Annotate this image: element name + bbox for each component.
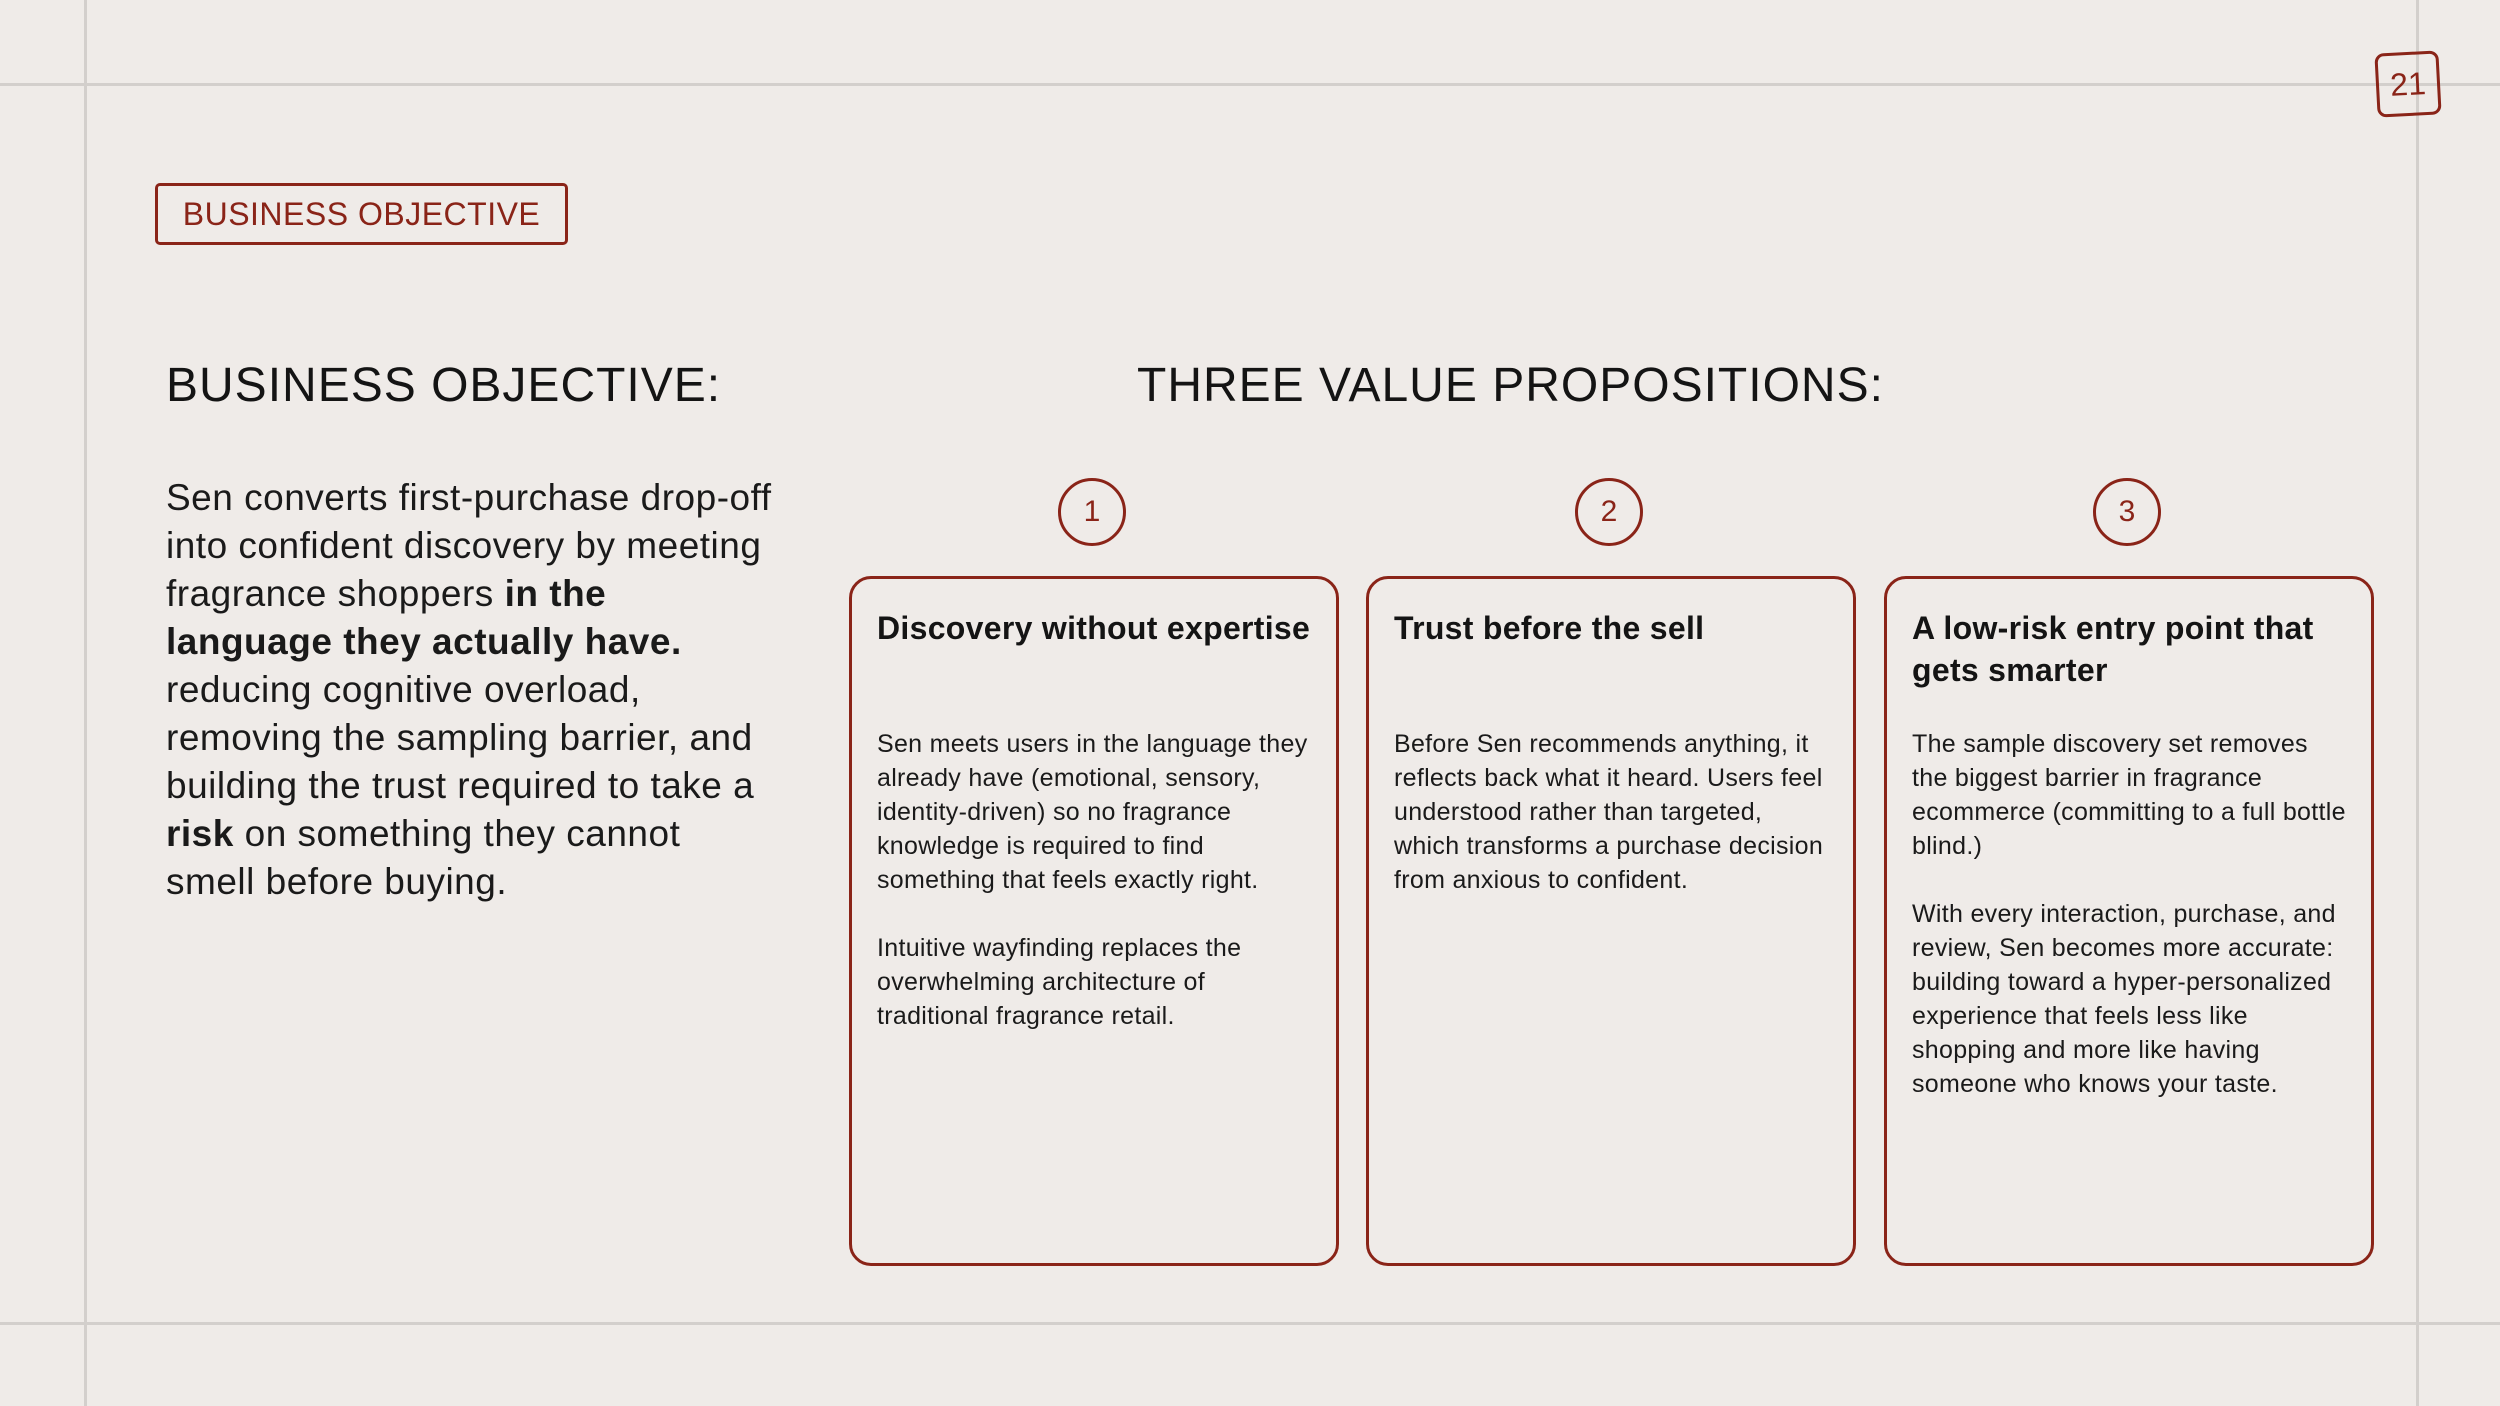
value-card-2 [1366,576,1856,1266]
guide-line-horizontal-bottom [0,1322,2500,1325]
objective-emphasis: in the language they actually have. [166,573,682,662]
guide-line-vertical-right [2416,0,2419,1406]
value-card-3 [1884,576,2374,1266]
objective-emphasis: risk [166,813,234,854]
value-card-title: Trust before the sell [1394,610,1705,646]
propositions-heading: THREE VALUE PROPOSITIONS: [1137,359,1884,412]
value-card-title: Discovery without expertise [877,610,1311,646]
section-tag: BUSINESS OBJECTIVE [155,183,568,245]
objective-text: reducing cognitive overload, removing the sampling barrier, and building the trust required to take a [166,669,755,806]
value-card-text: Before Sen recommends anything, it reflects back what it heard. Users feel understood rather than targeted, which transforms a purchase decision from anxious to confident. [1394,730,1824,894]
value-card-text: The sample discovery set removes the biggest barrier in fragrance ecommerce (committing to a full bottle blind.) With every interaction, purchase, and review, Sen becomes more accurate: building toward a hyper-personalized experience that feels less like shopping and more like having someone who knows your taste. [1912,730,2346,1098]
page-number: 21 [2374,50,2441,117]
objective-heading: BUSINESS OBJECTIVE: [166,359,722,412]
objective-text: Sen converts first-purchase drop-off into confident discovery by meeting fragrance shoppers [166,477,772,614]
number-badge-2: 2 [1575,478,1643,546]
objective-text: on something they cannot smell before buying. [166,813,681,902]
value-card-text: Sen meets users in the language they already have (emotional, sensory, identity-driven) so no fragrance knowledge is required to find something that feels exactly right. Intuitive wayfinding replaces the overwhelming architecture of traditional fragrance retail. [877,730,1308,1030]
number-badge-3: 3 [2093,478,2161,546]
guide-line-horizontal-top [0,83,2500,86]
number-badge-1: 1 [1058,478,1126,546]
objective-body [166,474,776,906]
value-card-title: A low-risk entry point that gets smarter [1912,610,2314,688]
value-card-1 [849,576,1339,1266]
guide-line-vertical-left [84,0,87,1406]
